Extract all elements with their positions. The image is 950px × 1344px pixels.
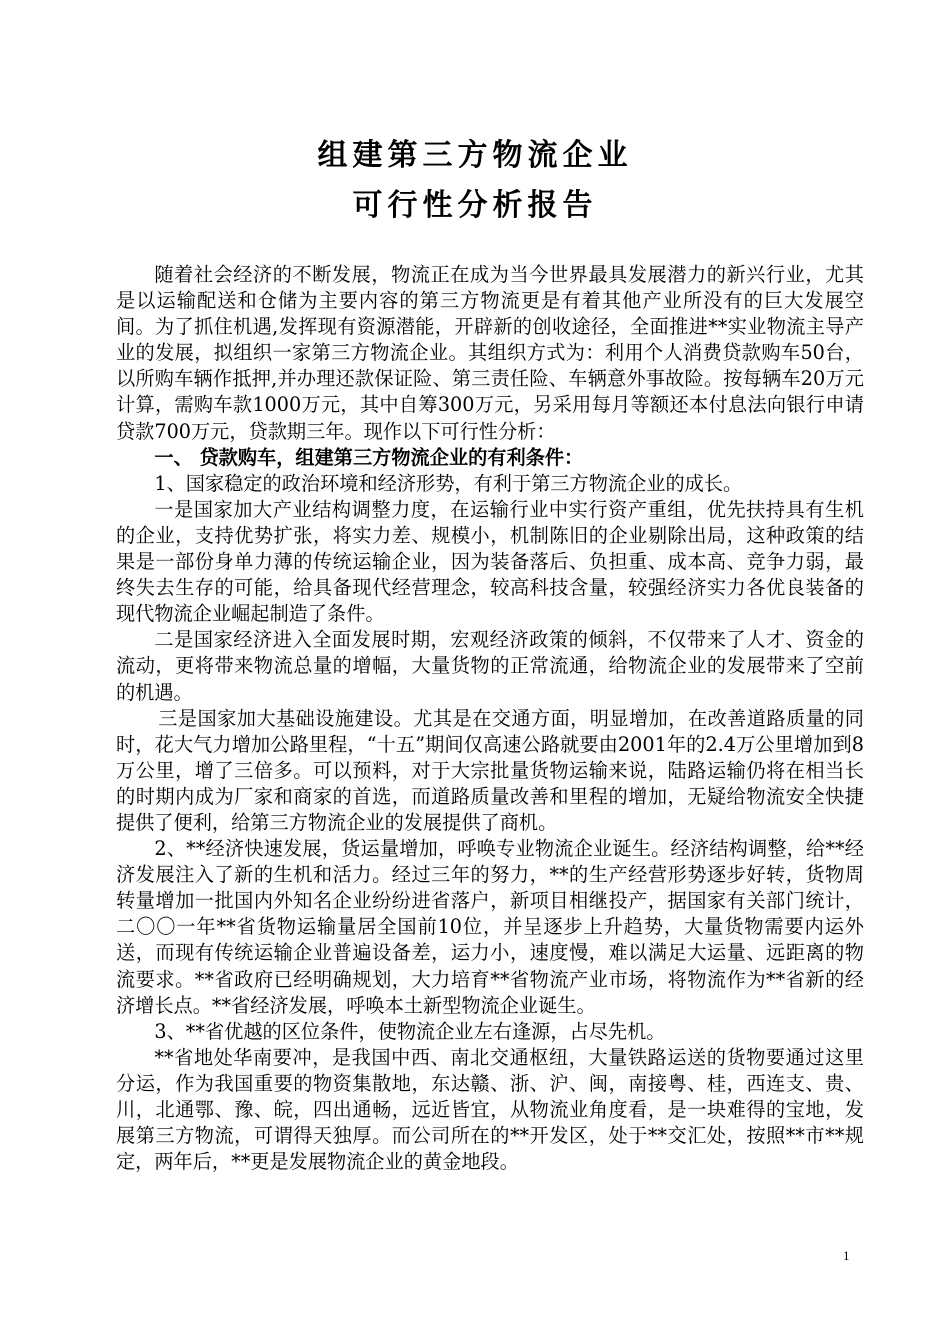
paragraph-policy-3: 三是国家加大基础设施建设。尤其是在交通方面，明显增加，在改善道路质量的同时，花大气力增加公路里程，“十五”期间仅高速公路就要由2001年的2.4万公里增加到8万公里，增了三倍多。可以预料，对于大宗批量货物运输来说，陆路运输仍将在相当长的时期内成为厂家和商家的首选，而道路质量改善和里程的增加，无疑给物流安全快捷提供了便利，给第三方物流企业的发展提供了商机。	[116, 706, 864, 834]
document-body	[116, 262, 864, 1175]
paragraph-policy-2: 二是国家经济进入全面发展时期，宏观经济政策的倾斜，不仅带来了人才、资金的流动，更将带来物流总量的增幅，大量货物的正常流通，给物流企业的发展带来了空前的机遇。	[116, 628, 864, 704]
section-heading-1: 一、 贷款购车，组建第三方物流企业的有利条件：	[154, 445, 584, 469]
title-line-2: 可行性分析报告	[352, 188, 598, 223]
paragraph-location: **省地处华南要冲，是我国中西、南北交通枢纽，大量铁路运送的货物要通过这里分运，作为我国重要的物资集散地，东达赣、浙、沪、闽，南接粤、桂，西连支、贵、川，北通鄂、豫、皖，四出通畅，远近皆宜，从物流业角度看，是一块难得的宝地，发展第三方物流，可谓得天独厚。而公司所在的**开发区，处于**交汇处，按照**市**规定，两年后，**更是发展物流企业的黄金地段。	[116, 1045, 864, 1174]
title-line-1: 组建第三方物流企业	[317, 138, 633, 173]
point-3: 3、**省优越的区位条件，使物流企业左右逢源，占尽先机。	[154, 1019, 666, 1043]
point-1: 1、国家稳定的政治环境和经济形势，有利于第三方物流企业的成长。	[154, 471, 743, 495]
point-2: 2、**经济快速发展，货运量增加，呼唤专业物流企业诞生。经济结构调整，给**经济发展注入了新的生机和活力。经过三年的努力，**的生产经营形势逐步好转，货物周转量增加一批国内外知名企业纷纷进省落户，新项目相继投产，据国家有关部门统计，二〇〇一年**省货物运输量居全国前10位，并呈逐步上升趋势，大量货物需要内运外送，而现有传统运输企业普遍设备差，运力小，速度慢，难以满足大运量、远距离的物流要求。**省政府已经明确规划，大力培育**省物流产业市场，将物流作为**省新的经济增长点。**省经济发展，呼唤本土新型物流企业诞生。	[116, 837, 864, 1017]
paragraph-policy-1: 一是国家加大产业结构调整力度，在运输行业中实行资产重组，优先扶持具有生机的企业，支持优势扩张，将实力差、规模小，机制陈旧的企业剔除出局，这种政策的结果是一部份身单力薄的传统运输企业，因为装备落后、负担重、成本高、竞争力弱，最终失去生存的可能，给具备现代经营理念，较高科技含量，较强经济实力各优良装备的现代物流企业崛起制造了条件。	[116, 497, 864, 626]
page-number: 1	[843, 1248, 850, 1263]
paragraph-intro: 随着社会经济的不断发展，物流正在成为当今世界最具发展潜力的新兴行业，尤其是以运输配送和仓储为主要内容的第三方物流更是有着其他产业所没有的巨大发展空间。为了抓住机遇,发挥现有资源潜能，开辟新的创收途径，全面推进**实业物流主导产业的发展，拟组织一家第三方物流企业。其组织方式为：利用个人消费贷款购车50台，以所购车辆作抵押,并办理还款保证险、第三责任险、车辆意外事故险。按每辆车20万元计算，需购车款1000万元，其中自筹300万元，另采用每月等额还本付息法向银行申请贷款700万元，贷款期三年。现作以下可行性分析：	[116, 263, 864, 443]
